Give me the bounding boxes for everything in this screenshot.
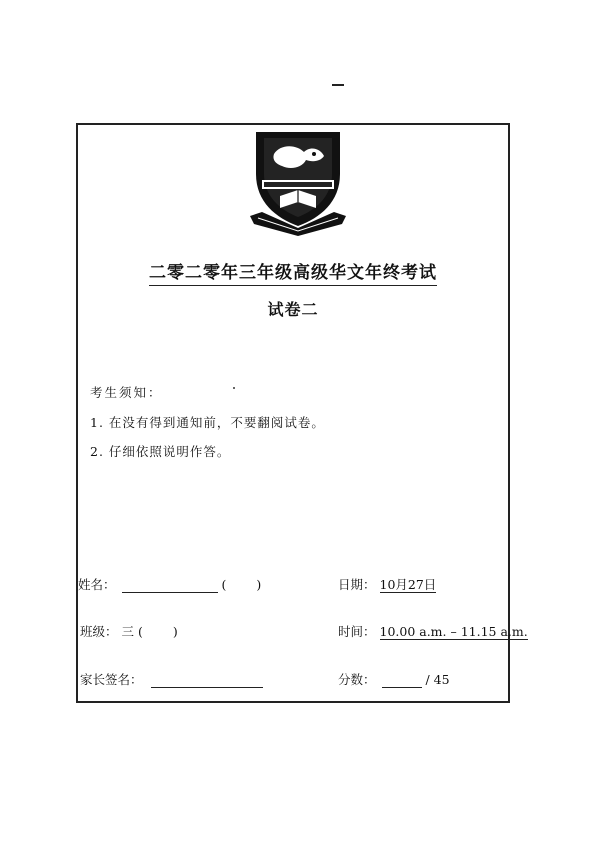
score-field (338, 670, 450, 688)
score-blank[interactable] (382, 672, 422, 688)
time-field (338, 622, 528, 640)
time-label: 时间： (338, 624, 376, 639)
score-label: 分数： (338, 672, 376, 687)
page-mark (332, 84, 344, 86)
date-label: 日期： (338, 577, 376, 592)
date-field (338, 575, 436, 593)
school-crest-icon (250, 128, 346, 238)
time-value: 10.00 a.m. – 11.15 a.m. (379, 624, 528, 639)
exam-title: 二零二零年三年级高级华文年终考试 (76, 258, 510, 283)
name-blank[interactable] (122, 577, 218, 593)
score-total: / 45 (425, 672, 450, 687)
parent-signature-blank[interactable] (151, 672, 263, 688)
name-bracket-open: ( (221, 577, 227, 592)
class-value: 三 ( (121, 624, 143, 639)
instructions (90, 387, 325, 476)
name-bracket-close: ) (256, 577, 262, 592)
class-field (80, 622, 178, 640)
class-label: 班级： (80, 624, 118, 639)
instructions-heading: 考生须知： (90, 385, 163, 400)
date-value: 10月27日 (379, 577, 437, 592)
parent-signature-field (80, 670, 263, 688)
instruction-item: 2. 仔细依照说明作答。 (90, 444, 231, 459)
name-field (78, 575, 261, 593)
exam-subtitle: 试卷二 (267, 300, 319, 319)
name-label: 姓名： (78, 577, 116, 592)
parent-signature-label: 家长签名： (80, 672, 143, 687)
instruction-item: 1. 在没有得到通知前，不要翻阅试卷。 (90, 414, 325, 430)
class-bracket-close: ) (172, 624, 178, 639)
